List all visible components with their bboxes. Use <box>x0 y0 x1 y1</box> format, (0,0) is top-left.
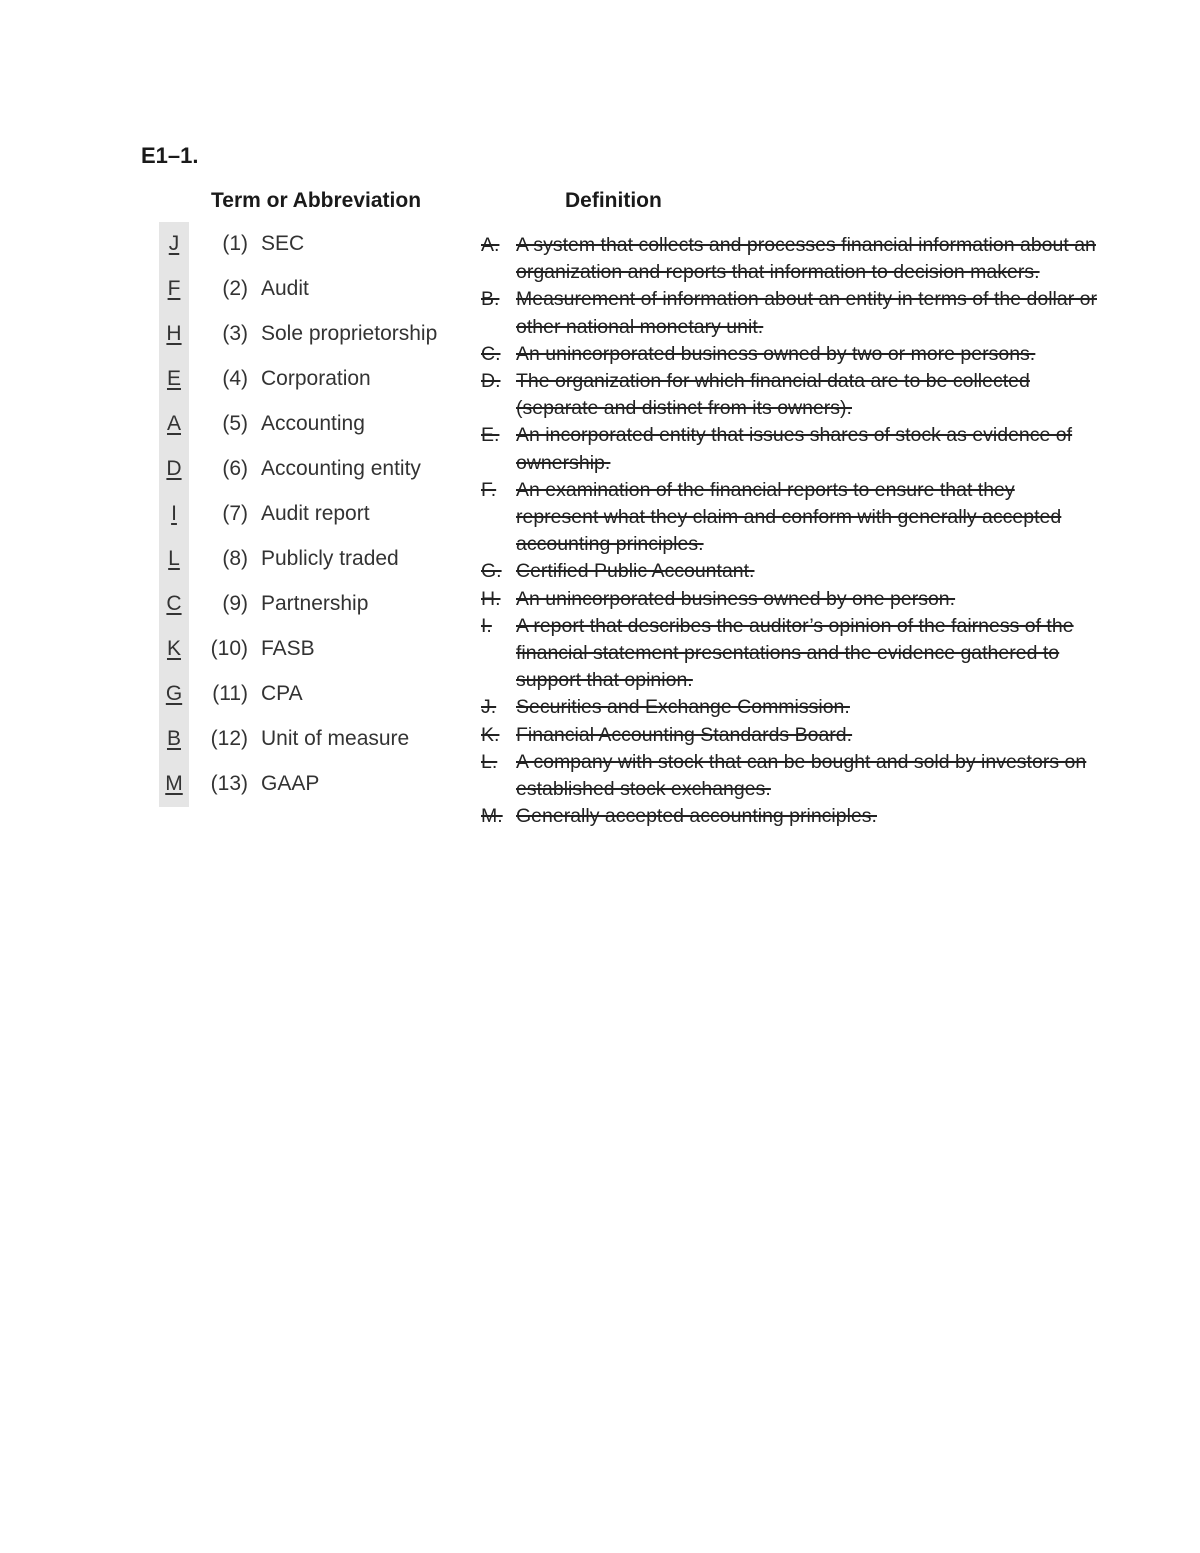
term-number: (13) <box>210 772 248 795</box>
answer-letter: L <box>168 547 180 570</box>
answer-letter: K <box>166 637 181 660</box>
term-row <box>0 492 470 537</box>
term-row <box>0 582 470 627</box>
definition-text: Certified Public Accountant. <box>516 560 755 583</box>
term-number: (1) <box>222 232 248 255</box>
term-row <box>0 402 470 447</box>
term-label: Accounting entity <box>261 457 421 480</box>
definition-letter: D. <box>481 370 501 393</box>
term-row <box>0 717 470 762</box>
definition-text: A report that describes the auditor’s opinion of the fairness of the financial statement presentations and the evidence gathered to support that opinion. <box>516 614 1074 692</box>
answer-field[interactable] <box>159 357 189 402</box>
term-label: Unit of measure <box>261 727 410 750</box>
term-number: (9) <box>222 592 248 615</box>
answer-field[interactable] <box>159 537 189 582</box>
definition-column-header: Definition <box>565 189 662 212</box>
term-row <box>0 267 470 312</box>
definition-letter: H. <box>481 587 501 610</box>
answer-letter: B <box>166 727 181 750</box>
definition-item <box>481 422 1101 476</box>
term-number: (11) <box>212 682 248 705</box>
definition-letter: L. <box>481 750 498 773</box>
definition-letter: G. <box>481 560 502 583</box>
definition-text: An unincorporated business owned by two or more persons. <box>516 342 1036 365</box>
answer-letter: C <box>166 592 182 615</box>
answer-letter: H <box>166 322 182 345</box>
definition-item <box>481 749 1101 803</box>
term-label: Audit report <box>261 502 370 525</box>
definition-text: A system that collects and processes financial information about an organization and reports that information to decision makers. <box>516 234 1096 284</box>
answer-field[interactable] <box>159 402 189 447</box>
definition-item <box>481 586 1101 613</box>
term-row <box>0 537 470 582</box>
term-label: Audit <box>261 277 309 300</box>
term-label: Publicly traded <box>261 547 399 570</box>
answer-field[interactable] <box>159 222 189 267</box>
definition-text: Financial Accounting Standards Board. <box>516 723 853 746</box>
term-number: (7) <box>222 502 248 525</box>
term-row <box>0 447 470 492</box>
answer-field[interactable] <box>159 627 189 672</box>
term-number: (10) <box>210 637 248 660</box>
term-row <box>0 312 470 357</box>
definition-item <box>481 286 1101 340</box>
definition-item <box>481 558 1101 585</box>
answer-letter: F <box>167 277 181 300</box>
term-label: Sole proprietorship <box>261 322 438 345</box>
definition-text: Measurement of information about an entity in terms of the dollar or other national monetary unit. <box>516 288 1097 338</box>
answer-letter: J <box>168 232 180 255</box>
term-number: (4) <box>222 367 248 390</box>
definition-text: Securities and Exchange Commission. <box>516 696 850 719</box>
answer-letter: M <box>165 772 183 795</box>
definitions-list <box>481 232 1101 830</box>
definition-item <box>481 694 1101 721</box>
term-label: GAAP <box>261 772 320 795</box>
definition-letter: F. <box>481 478 497 501</box>
term-number: (6) <box>222 457 248 480</box>
definition-letter: A. <box>481 234 500 256</box>
answer-letter: I <box>171 502 177 525</box>
answer-letter: D <box>166 457 182 480</box>
term-number: (2) <box>222 277 248 300</box>
term-number: (5) <box>222 412 248 435</box>
answer-field[interactable] <box>159 492 189 537</box>
definition-letter: I. <box>481 614 492 637</box>
definition-text: An unincorporated business owned by one person. <box>516 587 956 610</box>
term-number: (8) <box>222 547 248 570</box>
answer-letter: A <box>166 412 181 435</box>
term-row <box>0 357 470 402</box>
definition-item <box>481 341 1101 368</box>
term-label: Accounting <box>261 412 365 435</box>
definition-item <box>481 722 1101 749</box>
definition-letter: E. <box>481 424 500 447</box>
term-column-header: Term or Abbreviation <box>211 189 422 212</box>
definition-text: Generally accepted accounting principles. <box>516 805 877 828</box>
answer-field[interactable] <box>159 312 189 357</box>
term-label: Partnership <box>261 592 369 615</box>
definition-item <box>481 803 1101 830</box>
answer-field[interactable] <box>159 717 189 762</box>
definition-item <box>481 368 1101 422</box>
definition-letter: K. <box>481 723 500 746</box>
answer-field[interactable] <box>159 447 189 492</box>
term-number: (12) <box>210 727 248 750</box>
answer-field[interactable] <box>159 582 189 627</box>
definition-text: The organization for which financial data are to be collected (separate and distinct from its owners). <box>516 370 1030 420</box>
term-row <box>0 627 470 672</box>
definition-text: A company with stock that can be bought and sold by investors on established stock exchanges. <box>516 750 1087 801</box>
term-number: (3) <box>222 322 248 345</box>
answer-letter: E <box>166 367 181 390</box>
definition-letter: M. <box>481 805 503 828</box>
definition-item <box>481 232 1101 286</box>
definition-text: An examination of the financial reports to ensure that they represent what they claim and conform with generally accepted accounting principles. <box>516 478 1062 556</box>
definition-item <box>481 613 1101 695</box>
term-row <box>0 222 470 267</box>
term-label: CPA <box>261 682 303 705</box>
answer-field[interactable] <box>159 267 189 312</box>
term-row <box>0 672 470 717</box>
definition-letter: C. <box>481 342 501 365</box>
answer-letter: G <box>165 682 183 705</box>
term-row <box>0 762 470 807</box>
term-label: SEC <box>261 232 305 255</box>
definition-letter: J. <box>481 696 497 719</box>
exercise-title: E1–1. <box>141 143 199 168</box>
term-label: FASB <box>261 637 315 660</box>
term-label: Corporation <box>261 367 371 390</box>
answer-field[interactable] <box>159 672 189 717</box>
definition-item <box>481 477 1101 559</box>
definition-text: An incorporated entity that issues shares of stock as evidence of ownership. <box>516 424 1073 474</box>
definition-letter: B. <box>481 288 500 311</box>
answer-field[interactable] <box>159 762 189 807</box>
